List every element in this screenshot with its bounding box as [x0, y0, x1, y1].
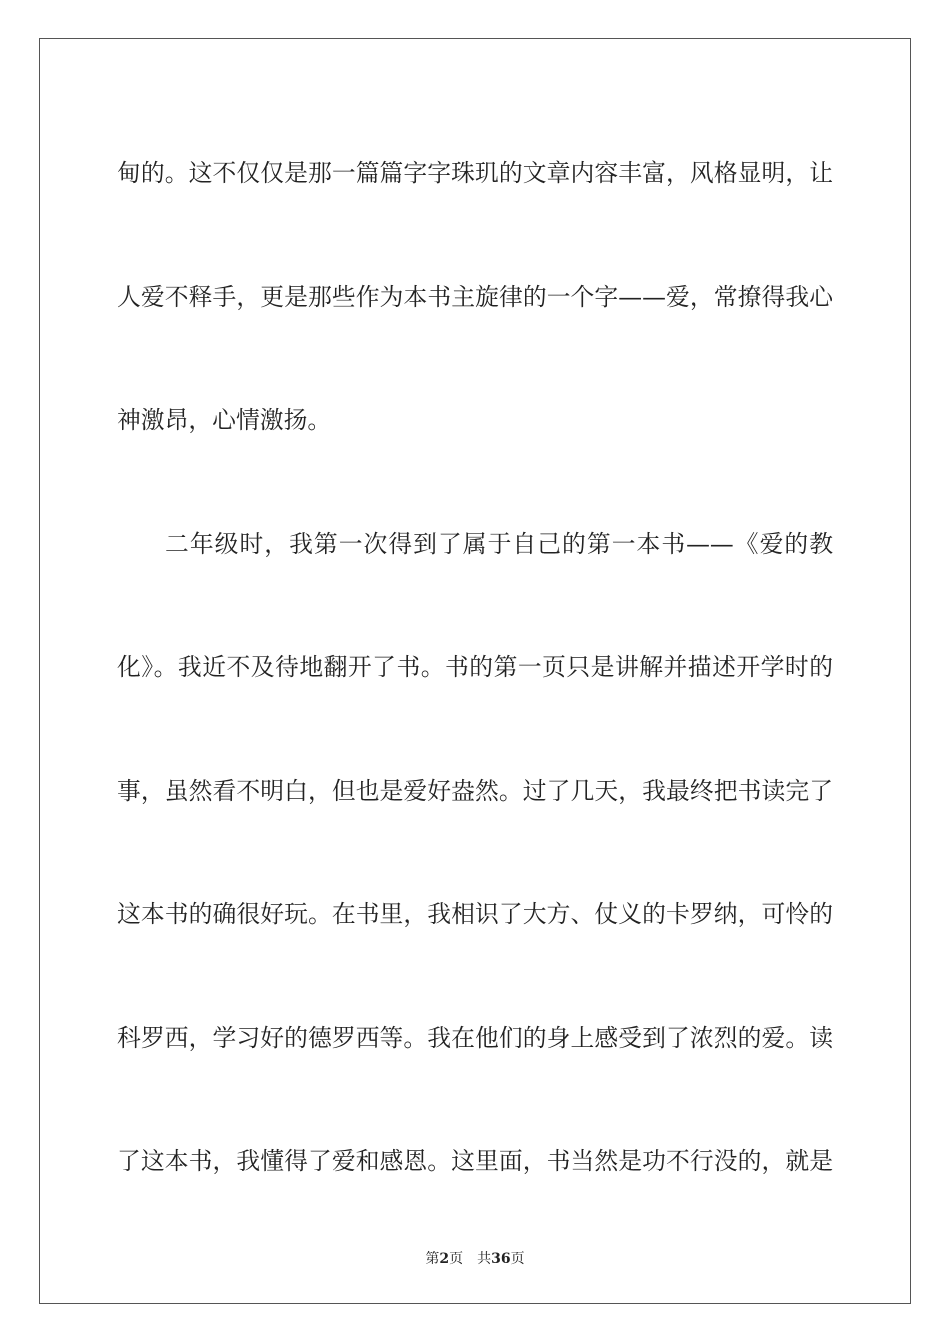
page-number: 2	[439, 1251, 450, 1267]
text-line: 人爱不释手，更是那些作为本书主旋律的一个字——爱，常撩得我心	[117, 282, 833, 311]
text-line: 科罗西，学习好的德罗西等。我在他们的身上感受到了浓烈的爱。读	[117, 1023, 833, 1052]
document-body	[117, 112, 833, 1224]
page-footer	[0, 1248, 950, 1268]
text-line: 事，虽然看不明白，但也是爱好盎然。过了几天，我最终把书读完了	[117, 776, 833, 805]
text-line: 化》。我近不及待地翻开了书。书的第一页只是讲解并描述开学时的	[117, 653, 833, 681]
total-suffix: 页	[510, 1251, 525, 1267]
text-line: 神激昂，心情激扬。	[117, 406, 332, 434]
text-line: 了这本书，我懂得了爱和感恩。这里面，书当然是功不行没的，就是	[117, 1147, 833, 1175]
text-line: 这本书的确很好玩。在书里，我相识了大方、仗义的卡罗纳，可怜的	[117, 900, 833, 928]
text-line-indented: 二年级时，我第一次得到了属于自己的第一本书——《爱的教	[165, 529, 833, 558]
total-pages: 36	[491, 1251, 511, 1267]
page-prefix: 第	[425, 1251, 440, 1267]
text-line: 甸的。这不仅仅是那一篇篇字字珠玑的文章内容丰富，风格显明，让	[117, 159, 833, 187]
total-prefix: 共	[477, 1251, 492, 1267]
page-suffix: 页	[449, 1251, 464, 1267]
